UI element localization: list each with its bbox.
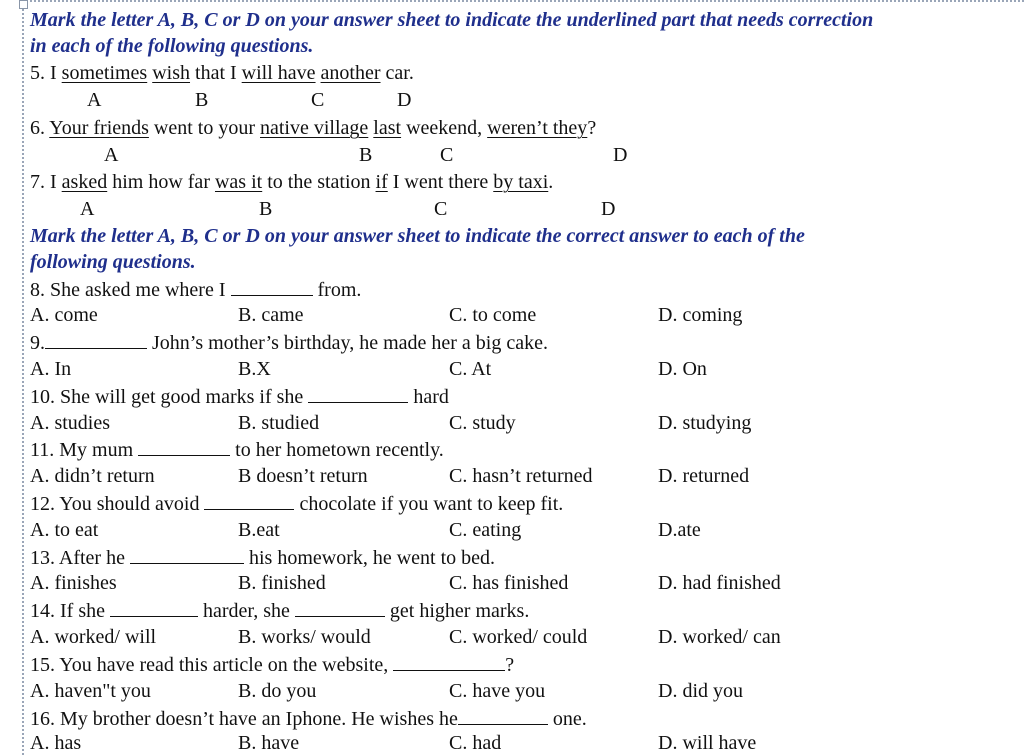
- answer-blank: [295, 598, 385, 617]
- option-d: D. On: [658, 358, 707, 380]
- letter-c: C: [440, 144, 454, 166]
- question-14: 14. If she harder, she get higher marks.: [30, 600, 530, 622]
- underlined-part-b: wish: [152, 62, 191, 84]
- option-c: C. has finished: [449, 572, 569, 594]
- option-d: D. will have: [658, 732, 757, 754]
- question-5: 5. I sometimes wish that I will have another car.: [30, 62, 414, 84]
- option-c: C. had: [449, 732, 502, 754]
- answer-blank: [231, 277, 313, 296]
- underlined-part-d: by taxi: [493, 171, 549, 193]
- instruction-choice-line2: following questions.: [30, 251, 196, 273]
- page-top-border: [22, 0, 1024, 5]
- instruction-error-line2: in each of the following questions.: [30, 35, 314, 57]
- question-15: 15. You have read this article on the website, ?: [30, 654, 515, 676]
- underlined-part-b: was it: [214, 171, 263, 193]
- letter-c: C: [434, 198, 448, 220]
- option-a: A. to eat: [30, 519, 99, 541]
- letter-d: D: [601, 198, 616, 220]
- answer-blank: [130, 545, 244, 564]
- option-a: A. has: [30, 732, 82, 754]
- option-a: A. In: [30, 358, 72, 380]
- question-13: 13. After he his homework, he went to bed.: [30, 547, 496, 569]
- underlined-part-a: sometimes: [61, 62, 148, 84]
- underlined-part-c: last: [373, 117, 402, 139]
- question-8: 8. She asked me where I from.: [30, 279, 362, 301]
- question-11: 11. My mum to her hometown recently.: [30, 439, 444, 461]
- question-7: 7. I asked him how far was it to the station if I went there by taxi.: [30, 171, 554, 193]
- instruction-choice-line1: Mark the letter A, B, C or D on your answer sheet to indicate the correct answer to each of the: [30, 225, 805, 247]
- answer-blank: [138, 437, 230, 456]
- answer-blank: [45, 330, 147, 349]
- question-12: 12. You should avoid chocolate if you want to keep fit.: [30, 493, 564, 515]
- question-number: 7.: [30, 171, 45, 193]
- question-10: 10. She will get good marks if she hard: [30, 386, 449, 408]
- question-6: 6. Your friends went to your native village last weekend, weren’t they?: [30, 117, 597, 139]
- underlined-part-a: asked: [61, 171, 108, 193]
- option-a: A. didn’t return: [30, 465, 155, 487]
- underlined-part-d: weren’t they: [487, 117, 588, 139]
- question-16: 16. My brother doesn’t have an Iphone. He wishes he one.: [30, 708, 587, 730]
- letter-a: A: [87, 89, 102, 111]
- underlined-part-b: native village: [260, 117, 369, 139]
- answer-blank: [458, 706, 548, 725]
- option-b: B. works/ would: [238, 626, 371, 648]
- option-d: D. returned: [658, 465, 750, 487]
- option-b: B. studied: [238, 412, 320, 434]
- question-9: 9. John’s mother’s birthday, he made her a big cake.: [30, 332, 548, 354]
- option-c: C. study: [449, 412, 516, 434]
- option-c: C. hasn’t returned: [449, 465, 593, 487]
- letter-b: B: [259, 198, 273, 220]
- option-d: D. did you: [658, 680, 743, 702]
- option-b: B. came: [238, 304, 304, 326]
- option-b: B.X: [238, 358, 271, 380]
- instruction-error-line1: Mark the letter A, B, C or D on your answer sheet to indicate the underlined part that needs correction: [30, 9, 874, 31]
- option-a: A. come: [30, 304, 98, 326]
- question-number: 6.: [30, 117, 45, 139]
- option-d: D. worked/ can: [658, 626, 781, 648]
- letter-b: B: [195, 89, 209, 111]
- option-d: D. had finished: [658, 572, 781, 594]
- option-c: C. At: [449, 358, 492, 380]
- option-a: A. finishes: [30, 572, 117, 594]
- option-c: C. have you: [449, 680, 546, 702]
- letter-d: D: [613, 144, 628, 166]
- option-c: C. to come: [449, 304, 537, 326]
- page-corner-marker: [19, 0, 28, 9]
- option-a: A. worked/ will: [30, 626, 157, 648]
- option-b: B doesn’t return: [238, 465, 368, 487]
- option-c: C. eating: [449, 519, 522, 541]
- answer-blank: [110, 598, 198, 617]
- option-c: C. worked/ could: [449, 626, 588, 648]
- option-d: D. coming: [658, 304, 743, 326]
- underlined-part-d: another: [320, 62, 381, 84]
- underlined-part-c: if: [375, 171, 388, 193]
- option-b: B. do you: [238, 680, 317, 702]
- letter-a: A: [80, 198, 95, 220]
- page-left-border: [22, 0, 24, 755]
- answer-blank: [308, 384, 408, 403]
- option-a: A. studies: [30, 412, 110, 434]
- underlined-part-c: will have: [241, 62, 316, 84]
- letter-a: A: [104, 144, 119, 166]
- option-d: D. studying: [658, 412, 752, 434]
- letter-b: B: [359, 144, 373, 166]
- option-b: B. finished: [238, 572, 326, 594]
- option-b: B.eat: [238, 519, 280, 541]
- question-number: 5.: [30, 62, 45, 84]
- answer-blank: [393, 652, 505, 671]
- underlined-part-a: Your friends: [49, 117, 149, 139]
- option-d: D.ate: [658, 519, 701, 541]
- option-a: A. haven"t you: [30, 680, 151, 702]
- option-b: B. have: [238, 732, 300, 754]
- letter-d: D: [397, 89, 412, 111]
- letter-c: C: [311, 89, 325, 111]
- answer-blank: [204, 491, 294, 510]
